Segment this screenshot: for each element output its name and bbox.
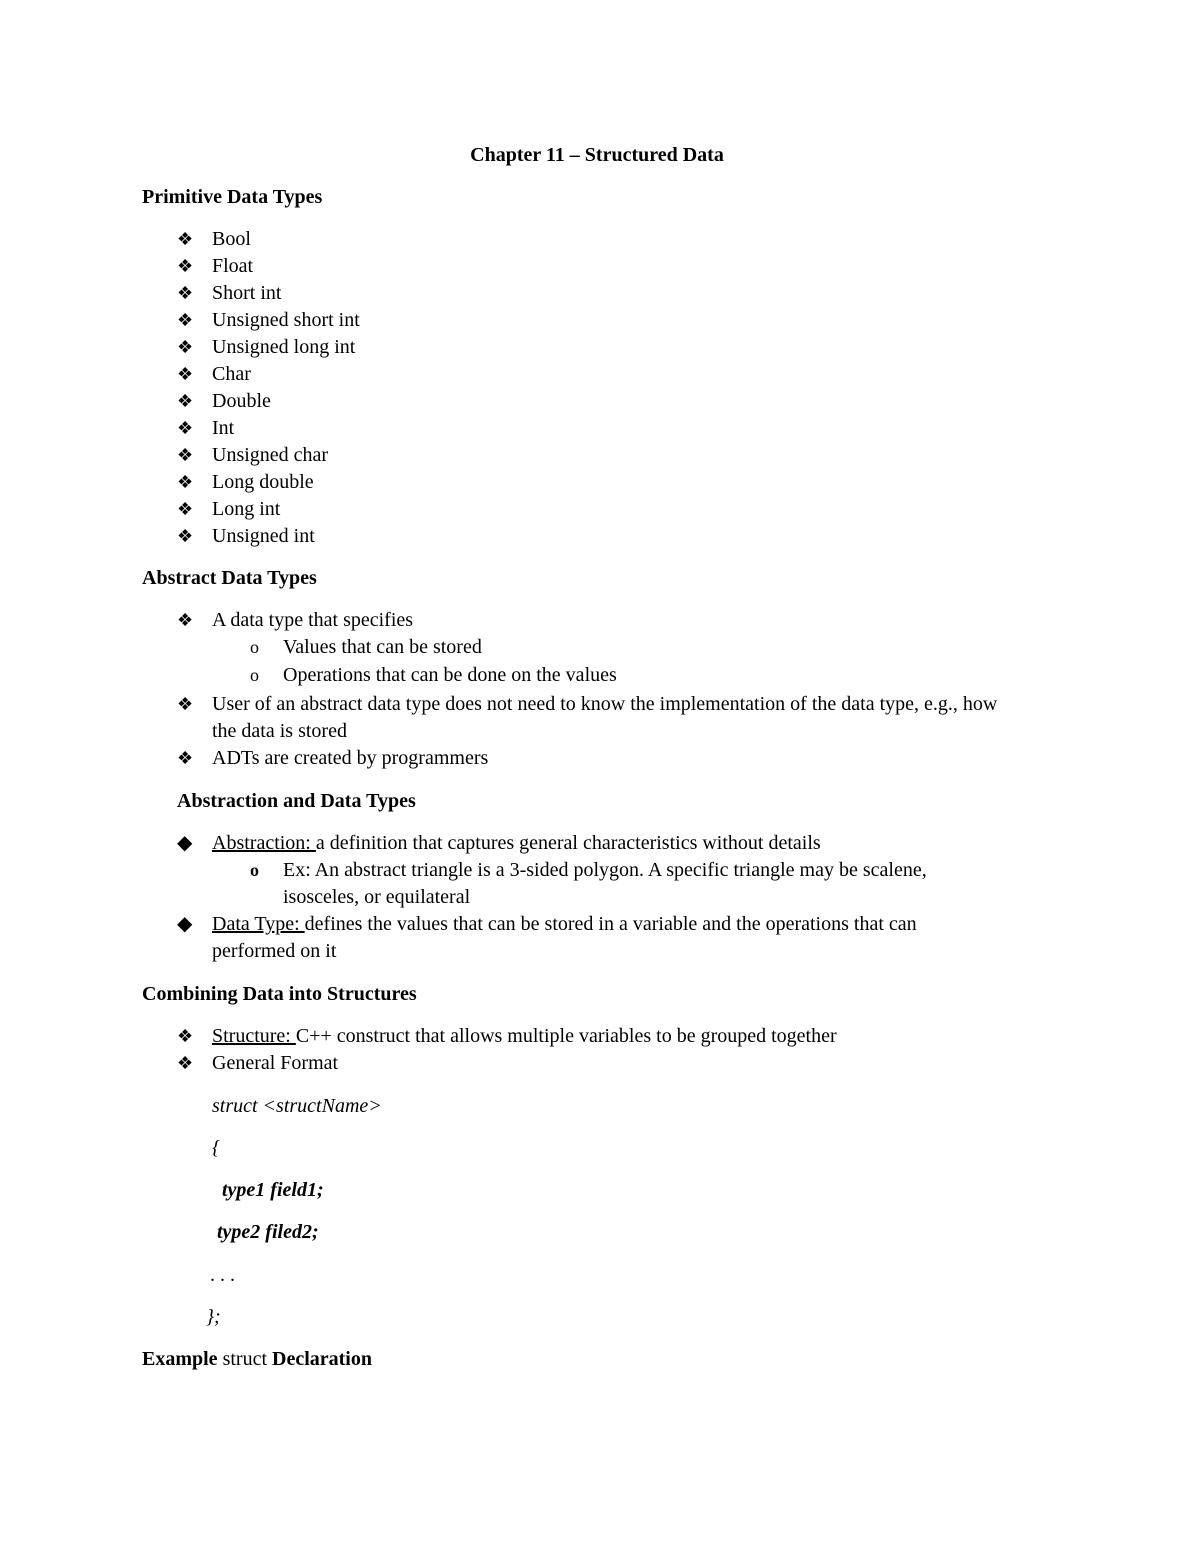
section-heading-example: Example struct Declaration bbox=[142, 1348, 372, 1370]
bullet-icon: ❖ bbox=[177, 472, 194, 492]
bullet-icon: ❖ bbox=[177, 445, 194, 465]
list-item: Bool bbox=[212, 228, 251, 250]
definition-item bbox=[212, 912, 917, 936]
bullet-icon: ❖ bbox=[177, 694, 194, 714]
sub-list-item: Operations that can be done on the values bbox=[283, 664, 617, 686]
bullet-icon: ❖ bbox=[177, 526, 194, 546]
definition-continuation: performed on it bbox=[212, 940, 337, 962]
bullet-icon: ❖ bbox=[177, 283, 194, 303]
list-item: Long double bbox=[212, 471, 314, 493]
definition-text: a definition that captures general characteristics without details bbox=[315, 832, 821, 854]
page-title: Chapter 11 – Structured Data bbox=[470, 144, 724, 166]
definition-text: defines the values that can be stored in a variable and the operations that can bbox=[304, 913, 917, 935]
example-text-continuation: isosceles, or equilateral bbox=[283, 886, 471, 908]
term-structure: Structure: bbox=[212, 1025, 296, 1047]
code-line: { bbox=[212, 1137, 220, 1159]
code-line: struct <structName> bbox=[212, 1095, 382, 1117]
definition-text: C++ construct that allows multiple variables to be grouped together bbox=[295, 1025, 837, 1047]
sub-list-item: Values that can be stored bbox=[283, 636, 482, 658]
bullet-icon: ❖ bbox=[177, 337, 194, 357]
list-item: Unsigned long int bbox=[212, 336, 356, 358]
code-line: type1 field1; bbox=[222, 1179, 324, 1201]
bullet-icon: ❖ bbox=[177, 256, 194, 276]
bullet-icon: ❖ bbox=[177, 364, 194, 384]
section-heading-combining: Combining Data into Structures bbox=[142, 983, 417, 1005]
code-line: type2 filed2; bbox=[217, 1221, 319, 1243]
list-item: Long int bbox=[212, 498, 281, 520]
bullet-icon: ❖ bbox=[177, 610, 194, 630]
list-item: Float bbox=[212, 255, 254, 277]
list-item: Unsigned short int bbox=[212, 309, 360, 331]
circle-bullet-icon: o bbox=[250, 637, 259, 657]
definition-item bbox=[212, 1024, 837, 1048]
term-data-type: Data Type: bbox=[212, 913, 305, 935]
list-item: A data type that specifies bbox=[212, 609, 414, 631]
code-line: }; bbox=[206, 1306, 221, 1328]
list-item-continuation: the data is stored bbox=[212, 720, 347, 742]
bullet-icon: ❖ bbox=[177, 499, 194, 519]
code-line: . . . bbox=[210, 1264, 235, 1286]
list-item: General Format bbox=[212, 1052, 339, 1074]
definition-item bbox=[212, 831, 821, 855]
bullet-icon: ❖ bbox=[177, 748, 194, 768]
bullet-icon: ❖ bbox=[177, 1053, 194, 1073]
bullet-icon: ❖ bbox=[177, 310, 194, 330]
bullet-icon: ❖ bbox=[177, 229, 194, 249]
list-item: Int bbox=[212, 417, 235, 439]
bullet-icon: ❖ bbox=[177, 391, 194, 411]
list-item: User of an abstract data type does not need to know the implementation of the data type, e.g., how bbox=[212, 693, 998, 715]
circle-bullet-icon: o bbox=[250, 665, 259, 685]
term-abstraction: Abstraction: bbox=[212, 832, 316, 854]
list-item: Unsigned char bbox=[212, 444, 329, 466]
bold-circle-bullet-icon: o bbox=[250, 860, 259, 880]
section-heading-abstraction: Abstraction and Data Types bbox=[177, 790, 416, 812]
list-item: Unsigned int bbox=[212, 525, 315, 547]
list-item: Char bbox=[212, 363, 251, 385]
list-item: Short int bbox=[212, 282, 282, 304]
list-item: ADTs are created by programmers bbox=[212, 747, 489, 769]
section-heading-primitive: Primitive Data Types bbox=[142, 186, 323, 208]
diamond-bullet-icon: ◆ bbox=[177, 913, 193, 935]
diamond-bullet-icon: ◆ bbox=[177, 832, 193, 854]
bullet-icon: ❖ bbox=[177, 1026, 194, 1046]
section-heading-abstract: Abstract Data Types bbox=[142, 567, 317, 589]
bullet-icon: ❖ bbox=[177, 418, 194, 438]
example-text: Ex: An abstract triangle is a 3-sided polygon. A specific triangle may be scalene, bbox=[283, 859, 927, 881]
list-item: Double bbox=[212, 390, 271, 412]
